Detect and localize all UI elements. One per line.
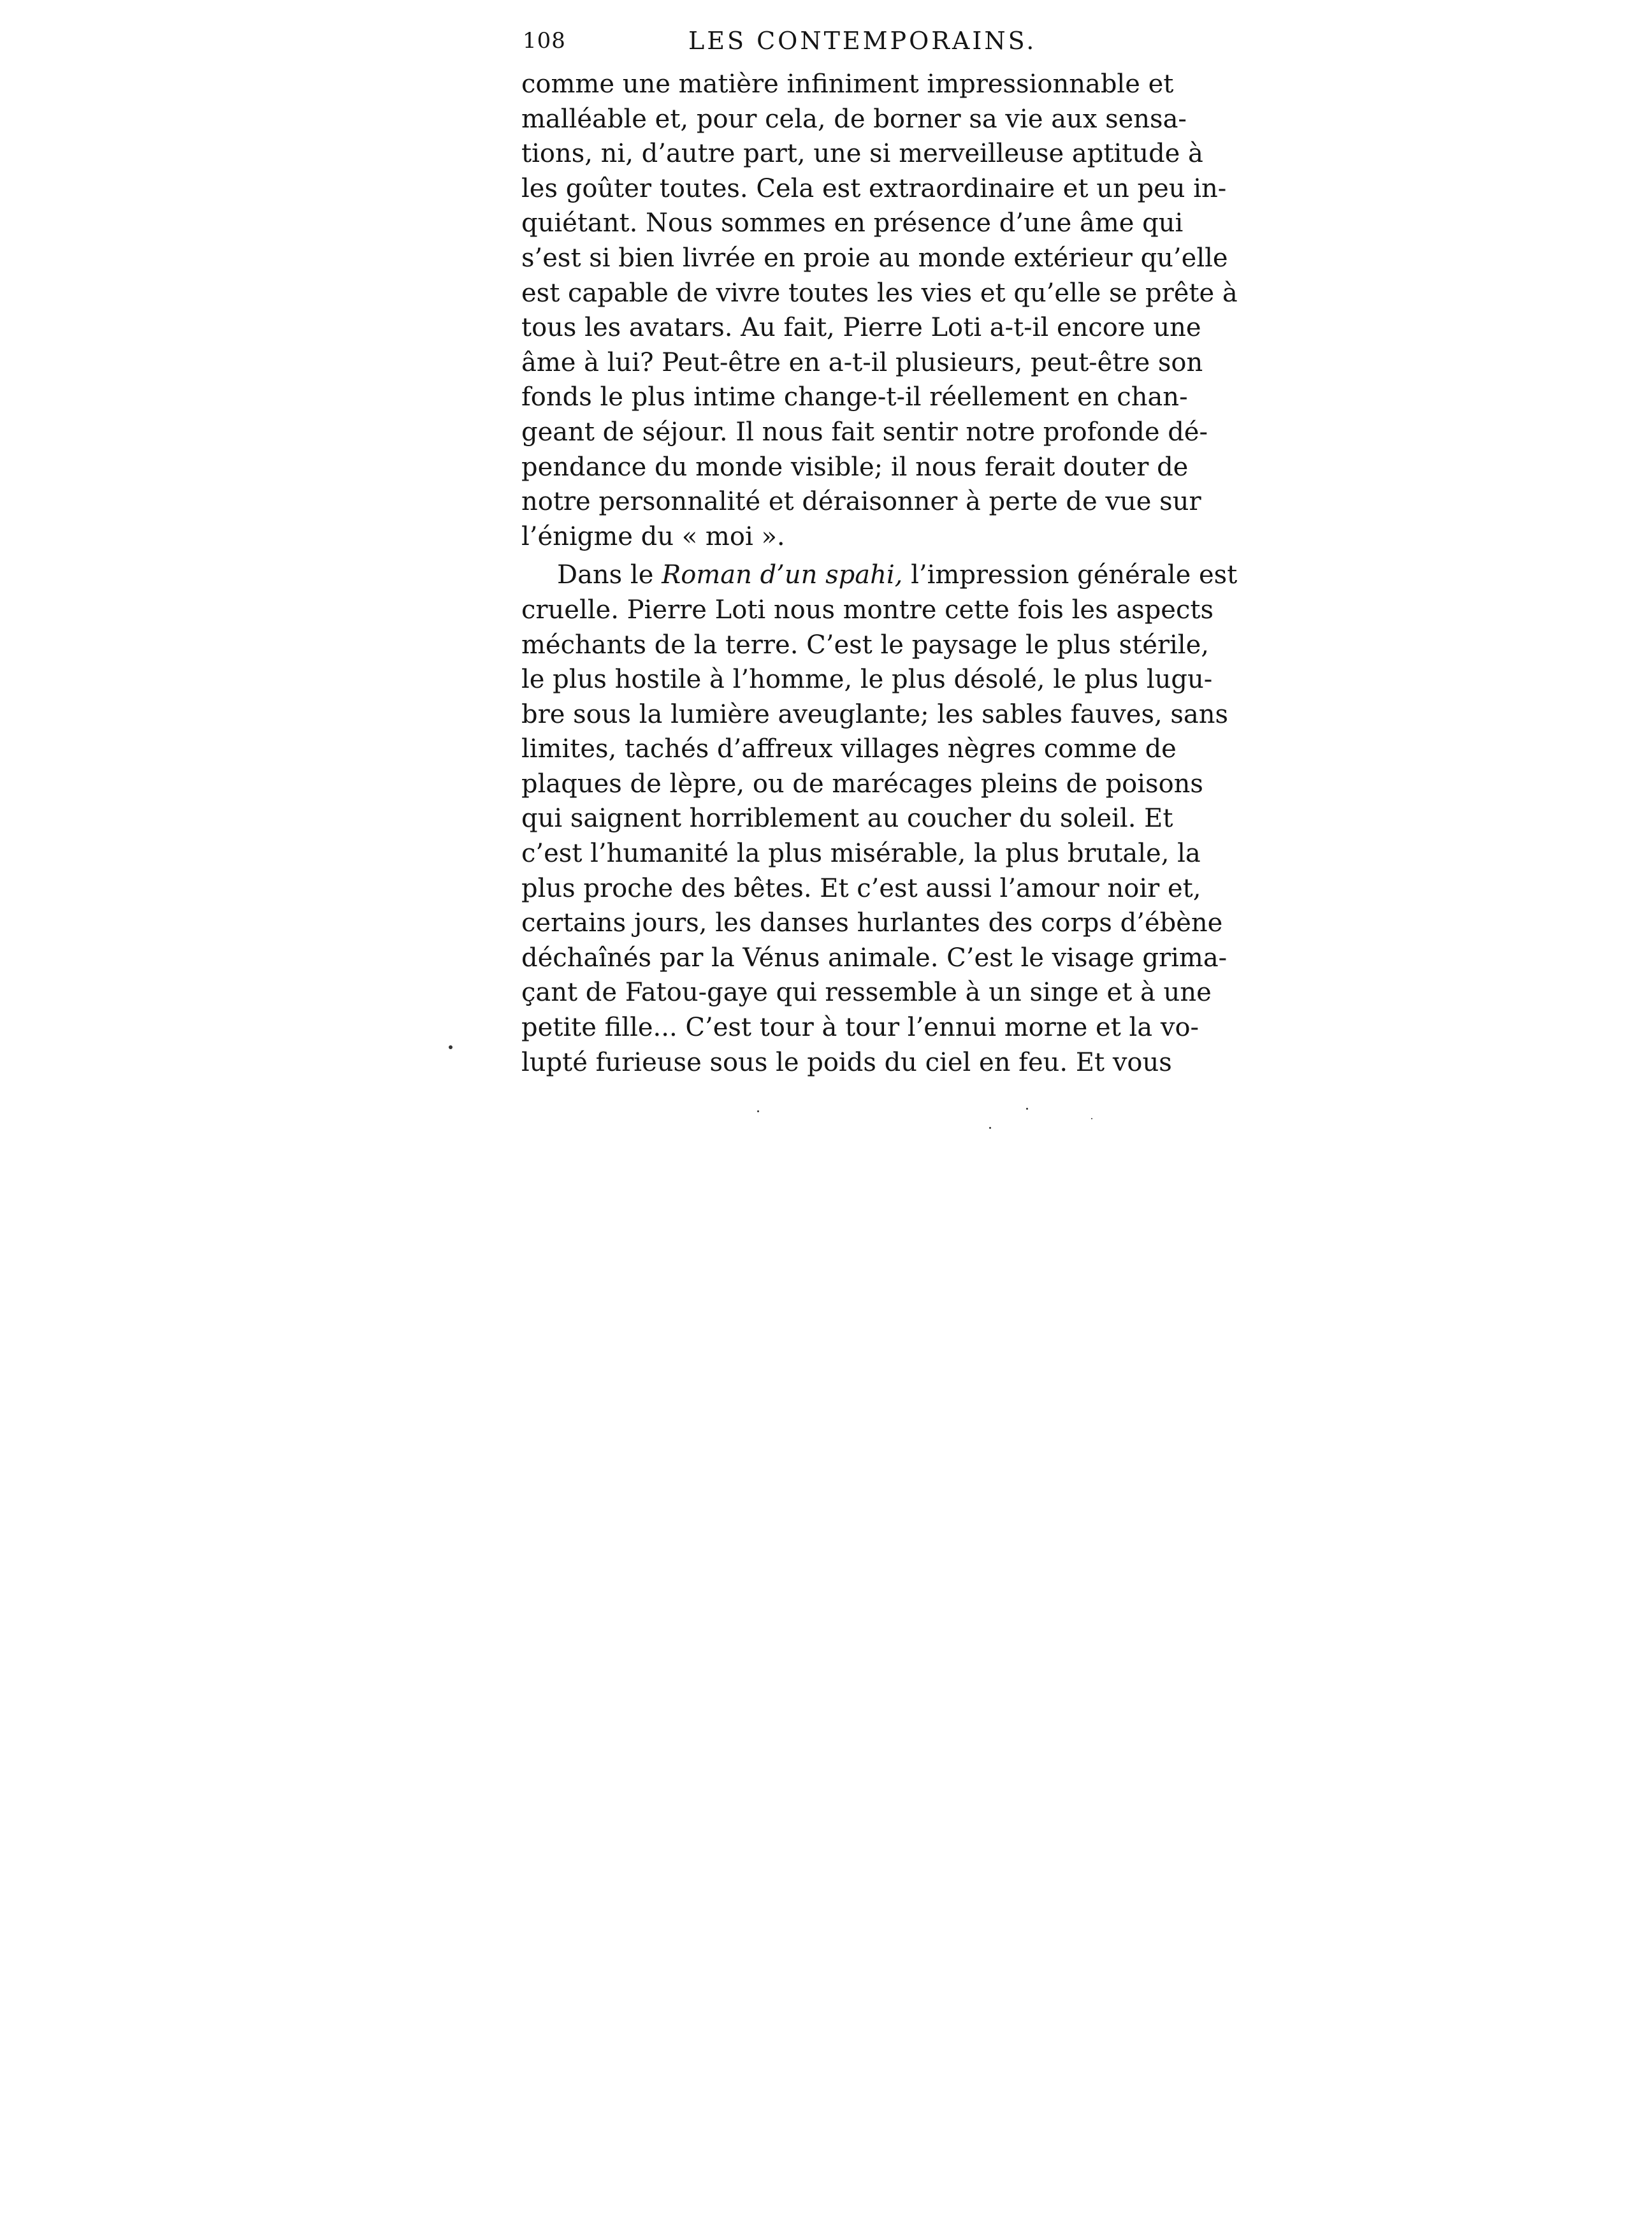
- text-line: comme une matière infiniment impressionnable et: [521, 69, 1174, 99]
- text-line-first: [521, 558, 1238, 593]
- text-line: plus proche des bêtes. Et c’est aussi l’amour noir et,: [521, 873, 1201, 903]
- text-line: çant de Fatou-gaye qui ressemble à un singe et à une: [521, 978, 1212, 1008]
- text-line: c’est l’humanité la plus misérable, la plus brutale, la: [521, 839, 1201, 869]
- text-segment: Dans le: [557, 560, 662, 590]
- body-text: [521, 67, 1238, 1080]
- text-line: âme à lui? Peut-être en a-t-il plusieurs, peut-être son: [521, 347, 1203, 377]
- scan-speck: [1091, 1118, 1092, 1119]
- running-title: LES CONTEMPORAINS.: [688, 27, 1037, 55]
- scan-speck: [989, 1127, 991, 1129]
- text-line: plaques de lèpre, ou de marécages pleins de poisons: [521, 769, 1203, 799]
- text-line: tous les avatars. Au fait, Pierre Loti a-t-il encore une: [521, 313, 1201, 343]
- text-line: petite fille... C’est tour à tour l’ennui morne et la vo-: [521, 1013, 1199, 1043]
- text-line: geant de séjour. Il nous fait sentir notre profonde dé-: [521, 417, 1208, 447]
- text-line: quiétant. Nous sommes en présence d’une âme qui: [521, 208, 1184, 238]
- text-line: qui saignent horriblement au coucher du soleil. Et: [521, 804, 1173, 834]
- page-header: [523, 25, 1134, 64]
- text-line: certains jours, les danses hurlantes des corps d’ébène: [521, 908, 1223, 938]
- text-line: notre personnalité et déraisonner à perte de vue sur: [521, 487, 1201, 517]
- text-line: l’énigme du « moi ».: [521, 521, 785, 551]
- text-line: pendance du monde visible; il nous ferait douter de: [521, 452, 1189, 482]
- page-number: 108: [523, 28, 566, 54]
- text-line: bre sous la lumière aveuglante; les sables fauves, sans: [521, 699, 1229, 729]
- text-segment: l’impression générale est: [902, 560, 1238, 590]
- text-line: s’est si bien livrée en proie au monde extérieur qu’elle: [521, 243, 1228, 273]
- text-line: le plus hostile à l’homme, le plus désolé, le plus lugu-: [521, 665, 1213, 695]
- text-line: les goûter toutes. Cela est extraordinaire et un peu in-: [521, 173, 1227, 203]
- scan-speck: [1026, 1108, 1028, 1110]
- text-line: lupté furieuse sous le poids du ciel en feu. Et vous: [521, 1047, 1172, 1077]
- text-line: déchaînés par la Vénus animale. C’est le visage grima-: [521, 943, 1228, 973]
- text-line: limites, tachés d’affreux villages nègres comme de: [521, 734, 1177, 764]
- book-title: Roman d’un spahi,: [662, 560, 903, 590]
- text-line: cruelle. Pierre Loti nous montre cette fois les aspects: [521, 595, 1214, 625]
- text-line: méchants de la terre. C’est le paysage le plus stérile,: [521, 630, 1209, 660]
- text-line: malléable et, pour cela, de borner sa vie aux sensa-: [521, 104, 1187, 134]
- text-line: fonds le plus intime change-t-il réellement en chan-: [521, 382, 1188, 412]
- text-line: tions, ni, d’autre part, une si merveilleuse aptitude à: [521, 139, 1203, 169]
- paragraph-1: [521, 67, 1238, 554]
- scan-speck: [757, 1110, 759, 1112]
- text-line: est capable de vivre toutes les vies et qu’elle se prête à: [521, 278, 1238, 308]
- scan-speck: [449, 1045, 453, 1049]
- paragraph-2: [521, 558, 1238, 1080]
